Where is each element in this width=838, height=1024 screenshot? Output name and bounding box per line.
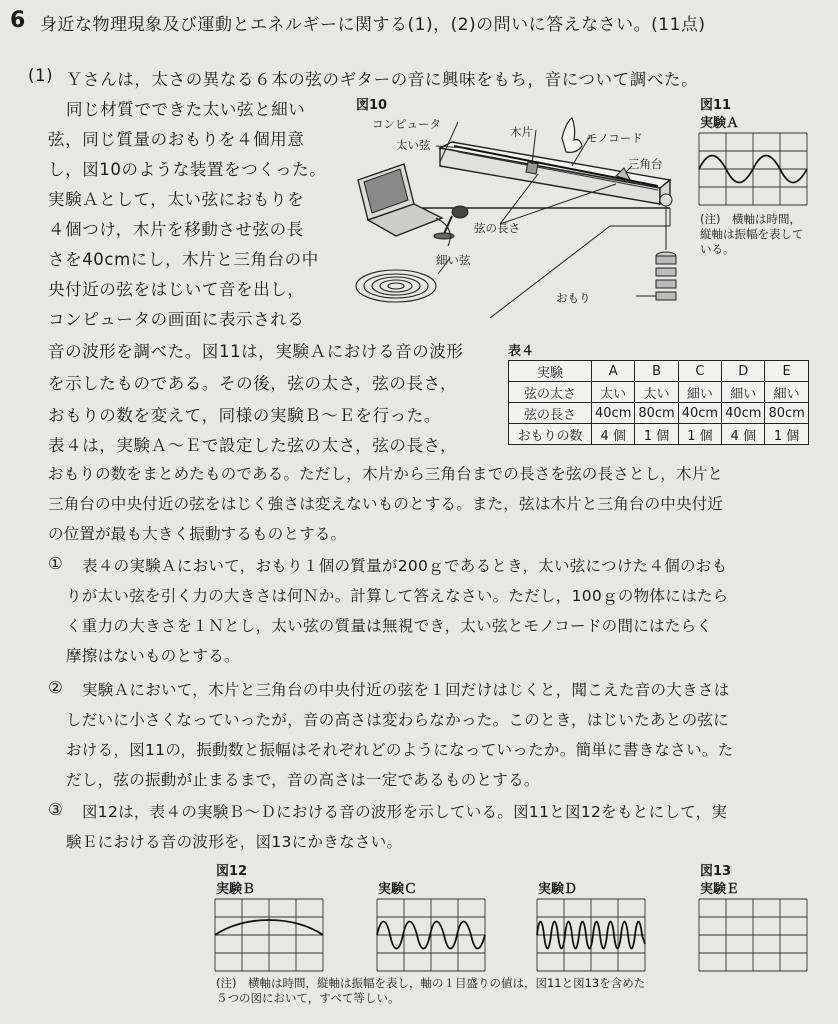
fig13-exp-e-label: 実験Ｅ	[700, 882, 740, 897]
table-cell: E	[765, 361, 808, 382]
table-cell: 太い	[592, 382, 635, 403]
weights	[656, 252, 676, 300]
table-cell: おもりの数	[509, 424, 592, 445]
text-line: 弦，同じ質量のおもりを４個用意	[48, 130, 305, 149]
table-cell: 1 個	[678, 424, 721, 445]
fig10-label-wood: 木片	[510, 125, 533, 139]
text-line: 実験Ａとして，太い弦におもりを	[48, 190, 305, 209]
text-line: おもりの数をまとめたものである。ただし，木片から三角台までの長さを弦の長さとし，木片と	[48, 465, 724, 483]
fig11-exp-label: 実験Ａ	[700, 116, 740, 131]
text-line: 験Ｅにおける音の波形を，図13にかきなさい。	[66, 833, 403, 851]
table-cell: B	[635, 361, 678, 382]
table-cell: 細い	[765, 382, 808, 403]
text-line: しだいに小さくなっていったが，音の高さは変わらなかった。このとき，はじいたあとの弦に	[66, 711, 729, 729]
text-line: 表４は，実験Ａ～Ｅで設定した弦の太さ，弦の長さ，	[48, 436, 458, 455]
table-cell: 細い	[678, 382, 721, 403]
fig10-apparatus	[340, 108, 700, 338]
table-cell: 1 個	[765, 424, 808, 445]
table-cell: C	[678, 361, 721, 382]
table-cell: D	[722, 361, 765, 382]
text-line: 三角台の中央付近の弦をはじく強さは変えないものとする。また，弦は木片と三角台の中央付近	[48, 495, 724, 513]
text-line: の位置が最も大きく振動するものとする。	[48, 525, 347, 543]
fig12-waveform-b	[214, 898, 324, 974]
part-label: (1)	[28, 66, 54, 85]
text-line: し，図10のような装置をつくった。	[48, 160, 327, 179]
question-heading: 身近な物理現象及び運動とエネルギーに関する(1)，(2)の問いに答えなさい。(11点)	[40, 15, 706, 35]
table-cell: 4 個	[722, 424, 765, 445]
fig13-answer-grid[interactable]	[698, 898, 808, 974]
table-row	[509, 361, 809, 382]
table-cell: 80cm	[765, 403, 808, 424]
coiled-string-icon	[356, 270, 436, 302]
fig10-label-mono: モノコード	[586, 131, 643, 145]
fig12-title: 図12	[216, 864, 248, 879]
table-row	[509, 424, 809, 445]
part-intro: Ｙさんは，太さの異なる６本の弦のギターの音に興味をもち，音について調べた。	[66, 70, 699, 89]
table-cell: 細い	[722, 382, 765, 403]
fig13-title: 図13	[700, 864, 732, 879]
text-line: だし，弦の振動が止まるまで，音の高さは一定であるものとする。	[66, 771, 540, 789]
text-line: 央付近の弦をはじいて音を出し，	[48, 280, 305, 299]
table-cell: 弦の太さ	[509, 382, 592, 403]
table-cell: 80cm	[635, 403, 678, 424]
fig10-label-computer: コンピュータ	[372, 117, 441, 131]
fig10-label-length: 弦の長さ	[474, 221, 520, 235]
table-cell: 実験	[509, 361, 592, 382]
table4-title: 表４	[508, 344, 535, 359]
fig12-waveform-d	[536, 898, 646, 974]
fig11-note: (注) 横軸は時間，縦軸は振幅を表している。	[700, 212, 804, 256]
table-row	[509, 403, 809, 424]
laptop-icon	[358, 164, 442, 236]
text-line: 音の波形を調べた。図11は，実験Ａにおける音の波形	[48, 342, 464, 361]
subq-number: ③	[48, 800, 64, 819]
text-line: 表４の実験Ａにおいて，おもり１個の質量が200ｇであるとき，太い弦につけた４個のおも	[82, 557, 728, 575]
fig12-exp-c-label: 実験Ｃ	[378, 882, 418, 897]
fig12-note: (注) 横軸は時間，縦軸は振幅を表し，軸の１目盛りの値は，図11と図13を含めた５つの図において，すべて等しい。	[216, 976, 646, 1005]
text-line: りが太い弦を引く力の大きさは何Ｎか。計算して答えなさい。ただし，100ｇの物体にはたら	[66, 587, 729, 605]
fig11-waveform-a	[698, 132, 808, 208]
text-line: く重力の大きさを１Ｎとし，太い弦の質量は無視でき，太い弦とモノコードの間にはたらく	[66, 617, 713, 635]
text-line: おもりの数を変えて，同様の実験Ｂ～Ｅを行った。	[48, 406, 441, 425]
text-line: 摩擦はないものとする。	[66, 647, 240, 665]
subq-number: ②	[48, 678, 64, 697]
text-line: ４個つけ，木片を移動させ弦の長	[48, 220, 304, 239]
text-line: 同じ材質でできた太い弦と細い	[66, 100, 306, 119]
fig10-label-thick: 太い弦	[396, 138, 431, 152]
table-cell: 40cm	[678, 403, 721, 424]
fig10-label-triangle: 三角台	[628, 157, 663, 171]
question-number: 6	[10, 8, 26, 33]
fig12-exp-b-label: 実験Ｂ	[216, 882, 256, 897]
table-cell: 太い	[635, 382, 678, 403]
table-cell: A	[592, 361, 635, 382]
fig11-title: 図11	[700, 98, 732, 113]
table-cell: 弦の長さ	[509, 403, 592, 424]
subq-number: ①	[48, 554, 64, 573]
text-line: コンピュータの画面に表示される	[48, 310, 305, 329]
text-line: を示したものである。その後，弦の太さ，弦の長さ，	[48, 374, 458, 393]
table-cell: 4 個	[592, 424, 635, 445]
fig12-exp-d-label: 実験Ｄ	[538, 882, 578, 897]
fig10-title: 図10	[356, 98, 388, 113]
text-line: おける，図11の，振動数と振幅はそれぞれどのようになっていったか。簡単に書きなさい。た	[66, 741, 734, 759]
table-cell: 1 個	[635, 424, 678, 445]
table4	[508, 360, 809, 445]
text-line: 実験Ａにおいて，木片と三角台の中央付近の弦を１回だけはじくと，聞こえた音の大きさは	[82, 681, 730, 699]
fig12-waveform-c	[376, 898, 486, 974]
table-cell: 40cm	[722, 403, 765, 424]
microphone-icon	[434, 206, 468, 239]
text-line: 図12は，表４の実験Ｂ～Ｄにおける音の波形を示している。図11と図12をもとにして，実	[82, 803, 728, 821]
fig10-label-weight: おもり	[556, 291, 591, 305]
table-row	[509, 382, 809, 403]
table-cell: 40cm	[592, 403, 635, 424]
fig10-label-thin: 細い弦	[436, 253, 471, 267]
text-line: さを40cmにし，木片と三角台の中	[48, 250, 319, 269]
